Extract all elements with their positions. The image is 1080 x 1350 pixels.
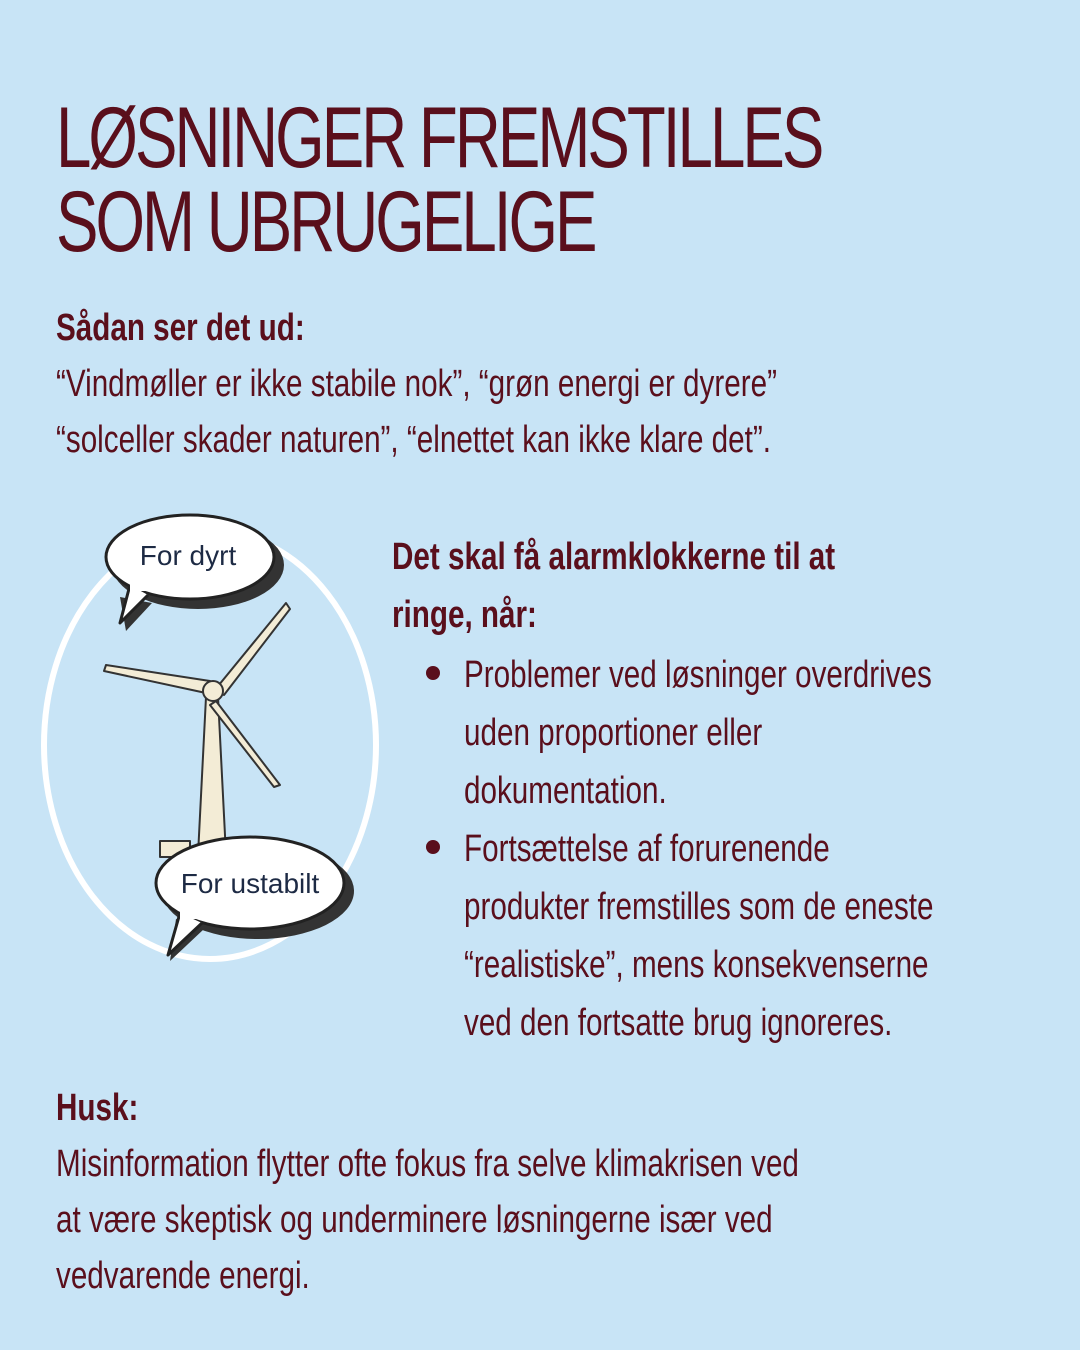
title-line-2: SOM UBRUGELIGE (56, 174, 595, 270)
speech-bubble-top (106, 515, 284, 631)
wind-turbine-illustration (30, 505, 390, 975)
bubble-bottom-text: For ustabilt (180, 868, 320, 899)
alarm-heading: Det skal få alarmklokkerne til at ringe, når: (392, 536, 836, 636)
bullet-dot (426, 840, 440, 854)
intro-quote-line-2: “solceller skader naturen”, “elnettet kan ikke klare det”. (56, 419, 771, 461)
wind-turbine-icon (104, 603, 290, 857)
intro-quote-line-1: “Vindmøller er ikke stabile nok”, “grøn energi er dyrere” (56, 363, 777, 405)
title-line-1: LØSNINGER FREMSTILLES (56, 90, 822, 186)
remember-line-3: vedvarende energi. (56, 1255, 310, 1297)
remember-line-1: Misinformation flytter ofte fokus fra selve klimakrisen ved (56, 1143, 799, 1185)
bubble-top-text: For dyrt (139, 540, 237, 571)
bullet-dot (426, 666, 440, 680)
page-title (56, 90, 822, 270)
remember-label: Husk: (56, 1087, 139, 1129)
remember-line-2: at være skeptisk og underminere løsningerne især ved (56, 1199, 773, 1241)
intro-label: Sådan ser det ud: (56, 307, 305, 349)
speech-bubble-bottom (156, 837, 354, 961)
